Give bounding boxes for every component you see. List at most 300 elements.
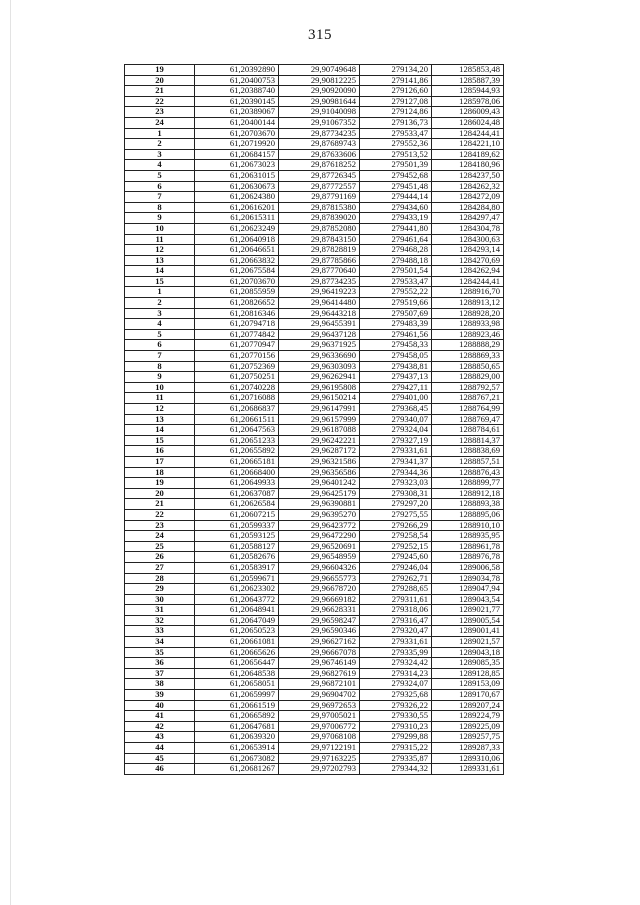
coord-y-cell: 1288888,29: [432, 340, 504, 351]
table-row: [125, 382, 504, 393]
latitude-cell: 61,20752369: [195, 361, 279, 372]
coord-x-cell: 279441,80: [360, 223, 432, 234]
point-number-cell: 13: [125, 255, 195, 266]
point-number-cell: 42: [125, 721, 195, 732]
table-row: [125, 721, 504, 732]
point-number-cell: 10: [125, 223, 195, 234]
coord-y-cell: 1285944,93: [432, 86, 504, 97]
latitude-cell: 61,20661081: [195, 637, 279, 648]
coord-y-cell: 1284189,62: [432, 149, 504, 160]
table-row: [125, 170, 504, 181]
point-number-cell: 16: [125, 446, 195, 457]
longitude-cell: 29,90981644: [279, 96, 360, 107]
table-row: [125, 393, 504, 404]
coord-x-cell: 279340,07: [360, 414, 432, 425]
latitude-cell: 61,20656447: [195, 658, 279, 669]
latitude-cell: 61,20719920: [195, 139, 279, 150]
point-number-cell: 22: [125, 509, 195, 520]
longitude-cell: 29,96627162: [279, 637, 360, 648]
table-row: [125, 732, 504, 743]
point-number-cell: 22: [125, 96, 195, 107]
longitude-cell: 29,90920090: [279, 86, 360, 97]
coord-x-cell: 279297,20: [360, 499, 432, 510]
coord-y-cell: 1288829,00: [432, 372, 504, 383]
table-row: [125, 298, 504, 309]
latitude-cell: 61,20599337: [195, 520, 279, 531]
longitude-cell: 29,96242221: [279, 435, 360, 446]
table-row: [125, 340, 504, 351]
coord-y-cell: 1289225,09: [432, 721, 504, 732]
latitude-cell: 61,20647681: [195, 721, 279, 732]
longitude-cell: 29,96598247: [279, 615, 360, 626]
coord-y-cell: 1284221,10: [432, 139, 504, 150]
latitude-cell: 61,20593125: [195, 531, 279, 542]
coord-x-cell: 279461,56: [360, 329, 432, 340]
table-row: [125, 637, 504, 648]
coord-x-cell: 279331,61: [360, 637, 432, 648]
table-row: [125, 478, 504, 489]
latitude-cell: 61,20686837: [195, 404, 279, 415]
coord-x-cell: 279552,36: [360, 139, 432, 150]
longitude-cell: 29,96157999: [279, 414, 360, 425]
table-row: [125, 552, 504, 563]
latitude-cell: 61,20681267: [195, 764, 279, 775]
latitude-cell: 61,20673023: [195, 160, 279, 171]
coord-y-cell: 1289287,33: [432, 743, 504, 754]
table-row: [125, 647, 504, 658]
coord-x-cell: 279320,47: [360, 626, 432, 637]
table-row: [125, 562, 504, 573]
table-row: [125, 584, 504, 595]
coord-y-cell: 1289006,58: [432, 562, 504, 573]
latitude-cell: 61,20750251: [195, 372, 279, 383]
latitude-cell: 61,20640918: [195, 234, 279, 245]
coord-y-cell: 1288857,51: [432, 456, 504, 467]
latitude-cell: 61,20816346: [195, 308, 279, 319]
coord-x-cell: 279314,23: [360, 668, 432, 679]
longitude-cell: 29,96972653: [279, 700, 360, 711]
latitude-cell: 61,20400753: [195, 75, 279, 86]
point-number-cell: 4: [125, 319, 195, 330]
coord-x-cell: 279519,66: [360, 298, 432, 309]
coord-x-cell: 279427,11: [360, 382, 432, 393]
longitude-cell: 29,97202793: [279, 764, 360, 775]
point-number-cell: 29: [125, 584, 195, 595]
table-row: [125, 86, 504, 97]
coord-x-cell: 279335,99: [360, 647, 432, 658]
coord-x-cell: 279325,68: [360, 690, 432, 701]
table-row: [125, 255, 504, 266]
longitude-cell: 29,96872101: [279, 679, 360, 690]
longitude-cell: 29,97068108: [279, 732, 360, 743]
longitude-cell: 29,87828819: [279, 245, 360, 256]
longitude-cell: 29,91040098: [279, 107, 360, 118]
point-number-cell: 11: [125, 393, 195, 404]
coord-y-cell: 1289128,85: [432, 668, 504, 679]
latitude-cell: 61,20390145: [195, 96, 279, 107]
table-row: [125, 446, 504, 457]
longitude-cell: 29,87770640: [279, 266, 360, 277]
latitude-cell: 61,20400144: [195, 117, 279, 128]
table-row: [125, 266, 504, 277]
table-row: [125, 319, 504, 330]
coord-y-cell: 1288913,12: [432, 298, 504, 309]
coord-x-cell: 279341,37: [360, 456, 432, 467]
coord-y-cell: 1288928,20: [432, 308, 504, 319]
point-number-cell: 20: [125, 75, 195, 86]
longitude-cell: 29,96395270: [279, 509, 360, 520]
table-row: [125, 404, 504, 415]
coord-x-cell: 279452,68: [360, 170, 432, 181]
table-row: [125, 117, 504, 128]
coord-x-cell: 279308,31: [360, 488, 432, 499]
latitude-cell: 61,20637087: [195, 488, 279, 499]
coord-x-cell: 279501,54: [360, 266, 432, 277]
coord-x-cell: 279310,23: [360, 721, 432, 732]
latitude-cell: 61,20740228: [195, 382, 279, 393]
latitude-cell: 61,20639320: [195, 732, 279, 743]
latitude-cell: 61,20659997: [195, 690, 279, 701]
point-number-cell: 34: [125, 637, 195, 648]
point-number-cell: 35: [125, 647, 195, 658]
coord-y-cell: 1289331,61: [432, 764, 504, 775]
table-row: [125, 626, 504, 637]
point-number-cell: 32: [125, 615, 195, 626]
latitude-cell: 61,20630673: [195, 181, 279, 192]
longitude-cell: 29,96187088: [279, 425, 360, 436]
longitude-cell: 29,96472290: [279, 531, 360, 542]
coord-y-cell: 1289085,35: [432, 658, 504, 669]
coord-y-cell: 1289224,79: [432, 711, 504, 722]
latitude-cell: 61,20623302: [195, 584, 279, 595]
longitude-cell: 29,96437128: [279, 329, 360, 340]
coord-y-cell: 1288923,46: [432, 329, 504, 340]
point-number-cell: 3: [125, 149, 195, 160]
coord-x-cell: 279124,86: [360, 107, 432, 118]
table-row: [125, 139, 504, 150]
table-row: [125, 245, 504, 256]
point-number-cell: 24: [125, 117, 195, 128]
longitude-cell: 29,96520691: [279, 541, 360, 552]
table-row: [125, 541, 504, 552]
coord-y-cell: 1289043,18: [432, 647, 504, 658]
longitude-cell: 29,96443218: [279, 308, 360, 319]
coord-y-cell: 1288910,10: [432, 520, 504, 531]
latitude-cell: 61,20647563: [195, 425, 279, 436]
coord-y-cell: 1289153,09: [432, 679, 504, 690]
latitude-cell: 61,20661511: [195, 414, 279, 425]
coord-x-cell: 279458,33: [360, 340, 432, 351]
coord-y-cell: 1289021,77: [432, 605, 504, 616]
point-number-cell: 45: [125, 753, 195, 764]
longitude-cell: 29,96147991: [279, 404, 360, 415]
point-number-cell: 24: [125, 531, 195, 542]
longitude-cell: 29,96336690: [279, 351, 360, 362]
longitude-cell: 29,96371925: [279, 340, 360, 351]
point-number-cell: 9: [125, 213, 195, 224]
table-row: [125, 425, 504, 436]
coord-y-cell: 1288769,47: [432, 414, 504, 425]
table-row: [125, 287, 504, 298]
point-number-cell: 40: [125, 700, 195, 711]
longitude-cell: 29,96655773: [279, 573, 360, 584]
latitude-cell: 61,20583917: [195, 562, 279, 573]
coord-y-cell: 1288869,33: [432, 351, 504, 362]
coord-x-cell: 279437,13: [360, 372, 432, 383]
coord-y-cell: 1284297,47: [432, 213, 504, 224]
coord-x-cell: 279136,73: [360, 117, 432, 128]
point-number-cell: 5: [125, 329, 195, 340]
coord-x-cell: 279458,05: [360, 351, 432, 362]
latitude-cell: 61,20649933: [195, 478, 279, 489]
coord-y-cell: 1286009,43: [432, 107, 504, 118]
latitude-cell: 61,20675584: [195, 266, 279, 277]
point-number-cell: 41: [125, 711, 195, 722]
point-number-cell: 31: [125, 605, 195, 616]
coord-x-cell: 279262,71: [360, 573, 432, 584]
coord-x-cell: 279533,47: [360, 128, 432, 139]
coord-x-cell: 279483,39: [360, 319, 432, 330]
longitude-cell: 29,96678720: [279, 584, 360, 595]
coord-y-cell: 1288850,65: [432, 361, 504, 372]
point-number-cell: 15: [125, 276, 195, 287]
latitude-cell: 61,20665626: [195, 647, 279, 658]
coord-y-cell: 1284272,09: [432, 192, 504, 203]
coord-x-cell: 279344,36: [360, 467, 432, 478]
coord-y-cell: 1284304,78: [432, 223, 504, 234]
table-row: [125, 65, 504, 76]
table-row: [125, 658, 504, 669]
point-number-cell: 9: [125, 372, 195, 383]
longitude-cell: 29,96401242: [279, 478, 360, 489]
latitude-cell: 61,20582676: [195, 552, 279, 563]
coord-y-cell: 1289207,24: [432, 700, 504, 711]
longitude-cell: 29,96455391: [279, 319, 360, 330]
point-number-cell: 2: [125, 139, 195, 150]
longitude-cell: 29,96262941: [279, 372, 360, 383]
table-row: [125, 149, 504, 160]
coord-y-cell: 1284270,69: [432, 255, 504, 266]
coord-x-cell: 279327,19: [360, 435, 432, 446]
coord-y-cell: 1289170,67: [432, 690, 504, 701]
longitude-cell: 29,87734235: [279, 276, 360, 287]
point-number-cell: 23: [125, 107, 195, 118]
longitude-cell: 29,96604326: [279, 562, 360, 573]
coord-y-cell: 1288893,38: [432, 499, 504, 510]
latitude-cell: 61,20794718: [195, 319, 279, 330]
coordinates-table-body: [125, 65, 504, 775]
latitude-cell: 61,20703670: [195, 128, 279, 139]
coord-y-cell: 1288876,43: [432, 467, 504, 478]
table-row: [125, 372, 504, 383]
table-row: [125, 75, 504, 86]
longitude-cell: 29,96628331: [279, 605, 360, 616]
coord-y-cell: 1288792,57: [432, 382, 504, 393]
latitude-cell: 61,20588127: [195, 541, 279, 552]
table-row: [125, 107, 504, 118]
longitude-cell: 29,96150214: [279, 393, 360, 404]
coord-y-cell: 1284180,96: [432, 160, 504, 171]
latitude-cell: 61,20668400: [195, 467, 279, 478]
latitude-cell: 61,20770947: [195, 340, 279, 351]
point-number-cell: 46: [125, 764, 195, 775]
coord-y-cell: 1288933,98: [432, 319, 504, 330]
coord-y-cell: 1289001,41: [432, 626, 504, 637]
point-number-cell: 25: [125, 541, 195, 552]
coord-x-cell: 279324,04: [360, 425, 432, 436]
coord-x-cell: 279326,22: [360, 700, 432, 711]
point-number-cell: 8: [125, 361, 195, 372]
latitude-cell: 61,20646651: [195, 245, 279, 256]
table-row: [125, 700, 504, 711]
latitude-cell: 61,20658051: [195, 679, 279, 690]
latitude-cell: 61,20855959: [195, 287, 279, 298]
table-row: [125, 234, 504, 245]
longitude-cell: 29,87815380: [279, 202, 360, 213]
coord-y-cell: 1288976,78: [432, 552, 504, 563]
latitude-cell: 61,20826652: [195, 298, 279, 309]
latitude-cell: 61,20647049: [195, 615, 279, 626]
table-row: [125, 276, 504, 287]
latitude-cell: 61,20607215: [195, 509, 279, 520]
point-number-cell: 14: [125, 425, 195, 436]
point-number-cell: 6: [125, 181, 195, 192]
longitude-cell: 29,87633606: [279, 149, 360, 160]
coord-x-cell: 279275,55: [360, 509, 432, 520]
point-number-cell: 20: [125, 488, 195, 499]
table-row: [125, 520, 504, 531]
longitude-cell: 29,96303093: [279, 361, 360, 372]
latitude-cell: 61,20703670: [195, 276, 279, 287]
point-number-cell: 14: [125, 266, 195, 277]
coord-y-cell: 1288784,61: [432, 425, 504, 436]
longitude-cell: 29,96669182: [279, 594, 360, 605]
table-row: [125, 531, 504, 542]
coord-x-cell: 279324,42: [360, 658, 432, 669]
latitude-cell: 61,20388740: [195, 86, 279, 97]
latitude-cell: 61,20655892: [195, 446, 279, 457]
table-row: [125, 467, 504, 478]
longitude-cell: 29,87726345: [279, 170, 360, 181]
table-row: [125, 615, 504, 626]
coord-y-cell: 1289257,75: [432, 732, 504, 743]
latitude-cell: 61,20623249: [195, 223, 279, 234]
longitude-cell: 29,97122191: [279, 743, 360, 754]
table-row: [125, 690, 504, 701]
point-number-cell: 44: [125, 743, 195, 754]
coord-x-cell: 279266,29: [360, 520, 432, 531]
table-row: [125, 743, 504, 754]
longitude-cell: 29,87785866: [279, 255, 360, 266]
longitude-cell: 29,96287172: [279, 446, 360, 457]
latitude-cell: 61,20389067: [195, 107, 279, 118]
coord-y-cell: 1288961,78: [432, 541, 504, 552]
coord-y-cell: 1289043,54: [432, 594, 504, 605]
coord-y-cell: 1288935,95: [432, 531, 504, 542]
point-number-cell: 13: [125, 414, 195, 425]
coord-x-cell: 279315,22: [360, 743, 432, 754]
longitude-cell: 29,96423772: [279, 520, 360, 531]
table-row: [125, 764, 504, 775]
coord-y-cell: 1288838,69: [432, 446, 504, 457]
longitude-cell: 29,96414480: [279, 298, 360, 309]
table-row: [125, 361, 504, 372]
coord-x-cell: 279433,19: [360, 213, 432, 224]
coord-x-cell: 279318,06: [360, 605, 432, 616]
longitude-cell: 29,97005021: [279, 711, 360, 722]
table-row: [125, 223, 504, 234]
coord-y-cell: 1289021,57: [432, 637, 504, 648]
coord-x-cell: 279126,60: [360, 86, 432, 97]
latitude-cell: 61,20774842: [195, 329, 279, 340]
coord-y-cell: 1285978,06: [432, 96, 504, 107]
longitude-cell: 29,97006772: [279, 721, 360, 732]
coord-x-cell: 279552,22: [360, 287, 432, 298]
table-row: [125, 573, 504, 584]
point-number-cell: 21: [125, 86, 195, 97]
coord-x-cell: 279344,32: [360, 764, 432, 775]
table-row: [125, 499, 504, 510]
table-row: [125, 509, 504, 520]
latitude-cell: 61,20616201: [195, 202, 279, 213]
coord-y-cell: 1288916,70: [432, 287, 504, 298]
longitude-cell: 29,87734235: [279, 128, 360, 139]
coord-y-cell: 1288899,77: [432, 478, 504, 489]
point-number-cell: 33: [125, 626, 195, 637]
latitude-cell: 61,20643772: [195, 594, 279, 605]
coord-y-cell: 1289005,54: [432, 615, 504, 626]
coord-x-cell: 279134,20: [360, 65, 432, 76]
coord-y-cell: 1286024,48: [432, 117, 504, 128]
table-row: [125, 753, 504, 764]
coord-x-cell: 279258,54: [360, 531, 432, 542]
latitude-cell: 61,20673082: [195, 753, 279, 764]
coord-y-cell: 1284262,94: [432, 266, 504, 277]
latitude-cell: 61,20684157: [195, 149, 279, 160]
point-number-cell: 37: [125, 668, 195, 679]
latitude-cell: 61,20663832: [195, 255, 279, 266]
point-number-cell: 2: [125, 298, 195, 309]
point-number-cell: 7: [125, 192, 195, 203]
coord-x-cell: 279323,03: [360, 478, 432, 489]
latitude-cell: 61,20599671: [195, 573, 279, 584]
table-row: [125, 594, 504, 605]
coord-y-cell: 1284284,80: [432, 202, 504, 213]
coord-x-cell: 279438,81: [360, 361, 432, 372]
longitude-cell: 29,96321586: [279, 456, 360, 467]
table-row: [125, 181, 504, 192]
coord-x-cell: 279513,52: [360, 149, 432, 160]
longitude-cell: 29,90749648: [279, 65, 360, 76]
coord-y-cell: 1284262,32: [432, 181, 504, 192]
coord-x-cell: 279434,60: [360, 202, 432, 213]
longitude-cell: 29,87618252: [279, 160, 360, 171]
longitude-cell: 29,87843150: [279, 234, 360, 245]
latitude-cell: 61,20665181: [195, 456, 279, 467]
coord-x-cell: 279127,08: [360, 96, 432, 107]
coord-y-cell: 1288767,21: [432, 393, 504, 404]
point-number-cell: 43: [125, 732, 195, 743]
table-row: [125, 160, 504, 171]
coord-x-cell: 279501,39: [360, 160, 432, 171]
point-number-cell: 19: [125, 478, 195, 489]
coordinates-table: [124, 64, 504, 775]
point-number-cell: 1: [125, 287, 195, 298]
page-number: 315: [308, 27, 332, 43]
coord-x-cell: 279335,87: [360, 753, 432, 764]
coord-y-cell: 1284237,50: [432, 170, 504, 181]
point-number-cell: 30: [125, 594, 195, 605]
